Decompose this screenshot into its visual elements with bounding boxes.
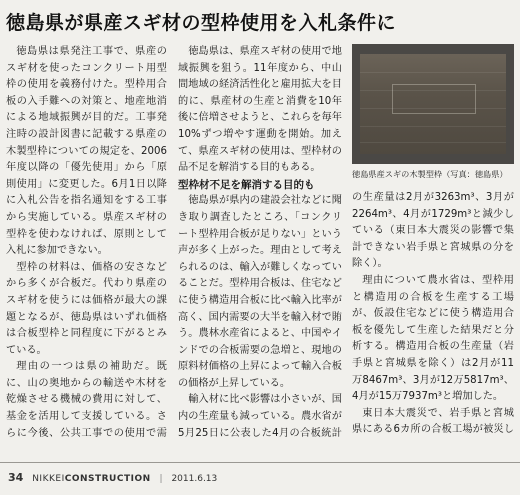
magazine-name [32,474,150,484]
paragraph: の生産量は2月が3263m³、3月が2264m³、4月が1729m³と減少している（東日本大震災の影響で集計できない岩手県と宮城県の分を除く）。 [352,192,514,270]
footer-separator: | [159,474,163,484]
formwork-photo [352,44,514,164]
article-headline: 徳島県が県産スギ材の型枠使用を入札条件に [6,12,397,34]
magazine-brand: NIKKEI [32,474,65,484]
paragraph: 型枠の材料は、価格の安さなどから多くが合板だ。代わり県産のスギ材を使うには価格が最大の課題となるが、徳島県はいずれ価格は合板型枠と同程度に下がるとみている。 [6,261,167,356]
page-number: 34 [8,471,24,484]
paragraph: 理由の一つは県の補助だ。既に、山の奥地からの輸送や木材を乾燥させる機械の費用に対して、基金を活用して支援している。さらに今後、公共工事での使用で需 [6,361,167,439]
paragraph: 東日本大震災で、岩手県と宮城県にある6カ所の合板工場が被災し [352,407,514,435]
paragraph: 徳島県は、県産スギ材の使用で地域振興を狙う。11年度から、中山間地域の経済活性化と雇用拡大を目的に、県産材の生産と消費を10年後に倍増させようと、これらを毎年10%ずつ増やす運動を開始。加えて、県産スギ材の使用は、型枠材の品不足を解消する目的もある。 [178,46,342,174]
photo-caption: 徳島県産スギの木製型枠（写真：徳島県） [352,169,508,179]
paragraph: 徳島県は県発注工事で、県産のスギ材を使ったコンクリート用型枠の使用を義務付けた。型枠用合板の入手難への対策と、地産地消による地域振興が目的だ。工事発注時の設計図書に記載する県産の木製型枠についての規定を、2006年度以降の「優先使用」から「原則使用」に変更した。6月1日以降に入札公告を指名通知をする工事から実施している。県産スギ材の型枠を使わなければ、原則として入札に参加できない。 [6,46,167,257]
paragraph: 徳島県が県内の建設会社などに聞き取り調査したところ、「コンクリート型枠用合板が足りない」という声が多く上がった。理由として考えられるのは、輸入が難しくなっていることだ。型枠用合板は、住宅などに使う構造用合板に比べ輸入比率が高く、国内需要の大半を輸入材で賄う。農林水産省によると、中国やインドでの合板需要の急増と、現地の原料材価格の上昇によって輸入合板の価格が上昇している。 [178,195,342,389]
stamp-mark [392,84,476,114]
issue-date: 2011.6.13 [171,474,218,484]
article-column-3 [352,190,514,435]
footer-divider [0,462,520,463]
article-column-2 [178,44,342,442]
paragraph: 輸入材に比べ影響は小さいが、国内の生産量も減っている。農水省が5月25日に公表した4月の合板統計 [178,394,342,439]
section-subhead: 型枠材不足を解消する目的も [178,178,315,191]
article-column-1 [6,44,167,442]
page-footer [8,470,217,486]
magazine-title: CONSTRUCTION [64,474,151,484]
paragraph: 理由について農水省は、型枠用と構造用の合板を生産する工場が、仮設住宅などに使う構造用合板を優先して生産した結果だと分析する。構造用合板の生産量（岩手県と宮城県を除く）は2月が11万8467m³、3月が12万5817m³、4月が15万7937m³と増加した。 [352,274,514,403]
